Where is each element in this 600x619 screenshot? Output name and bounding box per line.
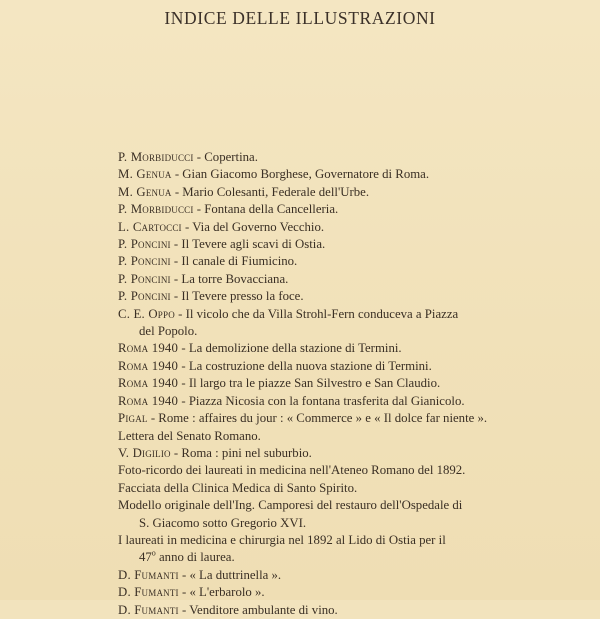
list-item [118, 271, 490, 288]
entry-author: L. Cartocci [118, 219, 182, 234]
entry-separator: - [170, 254, 182, 269]
entry-title: La costruzione della nuova stazione di Termini. [188, 358, 432, 373]
entry-title: Il largo tra le piazze San Silvestro e San Claudio. [188, 376, 441, 391]
entry-author: Pigal [118, 411, 148, 426]
entry-separator: - [174, 306, 186, 321]
list-item [118, 602, 490, 619]
list-item [118, 340, 490, 357]
entry-title: Il Tevere agli scavi di Ostia. [181, 237, 326, 252]
entry-continuation [118, 323, 490, 340]
entry-title: Modello originale dell'Ing. Camporesi del restauro dell'Ospedale di [118, 498, 463, 513]
entry-separator: - [171, 184, 183, 199]
entry-continuation-text: anno di laurea. [155, 550, 235, 565]
list-item [118, 166, 490, 183]
entry-separator: - [178, 585, 190, 600]
list-item [118, 288, 490, 305]
list-item [118, 462, 490, 479]
list-item [118, 236, 490, 253]
entry-ordinal-suffix: o [151, 549, 156, 559]
list-item [118, 480, 490, 497]
entry-separator: - [193, 202, 205, 217]
list-item [118, 149, 490, 166]
list-item [118, 184, 490, 201]
entry-title: Roma : pini nel suburbio. [181, 445, 312, 460]
entry-title: Foto-ricordo dei laureati in medicina nell'Ateneo Romano del 1892. [118, 463, 466, 478]
list-item [118, 428, 490, 445]
entry-ordinal-number: 47 [139, 550, 152, 565]
list-item [118, 497, 490, 532]
entry-separator: - [170, 445, 182, 460]
entry-separator: - [171, 167, 183, 182]
entry-author: D. Fumanti [118, 602, 179, 617]
entry-continuation-text: del Popolo. [139, 324, 198, 339]
entry-author: M. Genua [118, 184, 172, 199]
list-item [118, 201, 490, 218]
entry-title: Piazza Nicosia con la fontana trasferita dal Gianicolo. [188, 393, 465, 408]
entry-title: « La duttrinella ». [189, 567, 282, 582]
entry-title: La demolizione della stazione di Termini. [188, 341, 402, 356]
entry-author: V. Digilio [118, 445, 171, 460]
entry-author: P. Poncini [118, 237, 171, 252]
list-item [118, 219, 490, 236]
entry-author: P. Poncini [118, 289, 171, 304]
entry-title: Il Tevere presso la foce. [181, 289, 304, 304]
entry-continuation-text: S. Giacomo sotto Gregorio XVI. [139, 515, 307, 530]
entry-separator: - [178, 602, 190, 617]
page-title: INDICE DELLE ILLUSTRAZIONI [164, 8, 436, 28]
list-item [118, 306, 490, 341]
entry-author: D. Fumanti [118, 585, 179, 600]
entry-title: Lettera del Senato Romano. [118, 428, 261, 443]
entry-title: Mario Colesanti, Federale dell'Urbe. [182, 184, 370, 199]
entry-separator: - [170, 237, 182, 252]
list-item [118, 253, 490, 270]
entry-author: P. Poncini [118, 254, 171, 269]
entry-author: P. Morbiducci [118, 202, 194, 217]
entry-separator: - [170, 271, 182, 286]
entry-title: Il vicolo che da Villa Strohl-Fern conduceva a Piazza [185, 306, 459, 321]
entry-title: Fontana della Cancelleria. [204, 202, 339, 217]
entry-author: P. Poncini [118, 271, 171, 286]
list-item [118, 445, 490, 462]
entry-separator: - [178, 341, 189, 356]
entry-separator: - [181, 219, 193, 234]
entry-title: I laureati in medicina e chirurgia nel 1892 al Lido di Ostia per il [118, 532, 446, 547]
entry-separator: - [193, 150, 205, 164]
entry-title: Il canale di Fiumicino. [181, 254, 298, 269]
entry-title: « L'erbarolo ». [189, 585, 265, 600]
entry-separator: - [178, 393, 189, 408]
list-item [118, 532, 490, 567]
entry-continuation [118, 549, 490, 566]
entry-separator: - [178, 376, 189, 391]
entry-title: Facciata della Clinica Medica di Santo Spirito. [118, 480, 358, 495]
entry-title: Copertina. [204, 150, 258, 164]
list-item [118, 584, 490, 601]
entry-author: Roma 1940 [118, 376, 179, 391]
entry-author: D. Fumanti [118, 567, 179, 582]
entry-author: Roma 1940 [118, 393, 179, 408]
list-item [118, 567, 490, 584]
entry-author: M. Genua [118, 167, 172, 182]
entry-separator: - [170, 289, 182, 304]
entry-author: Roma 1940 [118, 358, 179, 373]
list-item [118, 358, 490, 375]
entry-separator: - [178, 358, 189, 373]
list-item [118, 410, 490, 427]
entry-author: Roma 1940 [118, 341, 179, 356]
entry-title: La torre Bovacciana. [181, 271, 289, 286]
entry-author: C. E. Oppo [118, 306, 175, 321]
entry-separator: - [178, 567, 190, 582]
illustration-list [118, 149, 490, 619]
list-item [118, 375, 490, 392]
entry-title: Rome : affaires du jour : « Commerce » e « Il dolce far niente ». [158, 411, 488, 426]
entry-separator: - [147, 411, 159, 426]
entry-title: Venditore ambulante di vino. [189, 602, 338, 617]
entry-title: Gian Giacomo Borghese, Governatore di Roma. [182, 167, 430, 182]
list-item [118, 393, 490, 410]
entry-title: Via del Governo Vecchio. [192, 219, 325, 234]
entry-author: P. Morbiducci [118, 150, 194, 164]
entry-continuation [118, 515, 490, 532]
